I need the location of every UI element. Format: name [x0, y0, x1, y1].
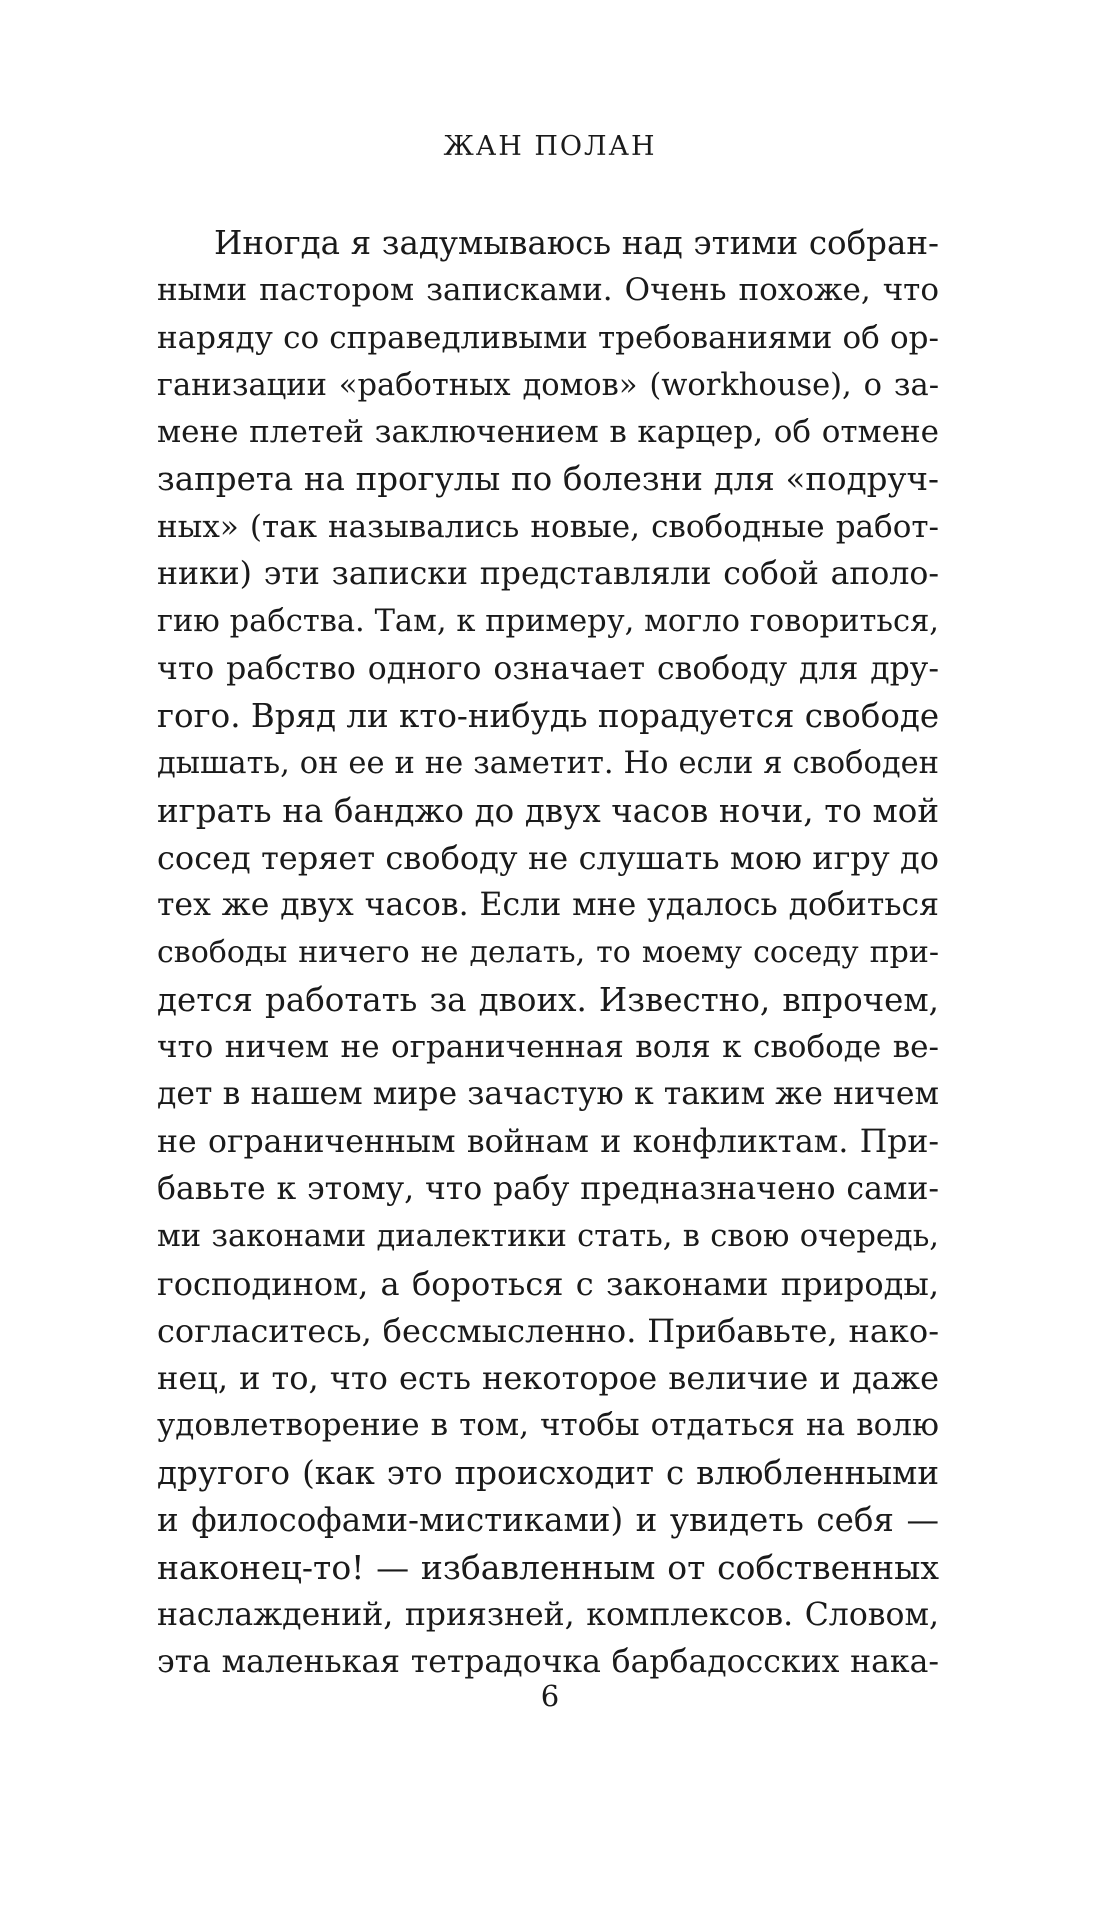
text-line: гого. Вряд ли кто-нибудь порадуется свободе	[157, 696, 940, 735]
text-line: запрета на прогулы по болезни для «подруч-	[157, 460, 939, 499]
page-number: 6	[540, 1679, 560, 1713]
text-line: ганизации «работных домов» (workhouse), о за-	[157, 367, 939, 403]
text-line: бавьте к этому, что рабу предназначено сами-	[157, 1170, 939, 1207]
text-line: сосед теряет свободу не слушать мою игру до	[157, 838, 939, 877]
text-line: и философами-мистиками) и увидеть себя —	[157, 1501, 939, 1540]
body-text	[157, 220, 939, 1686]
text-line: мене плетей заключением в карцер, об отмене	[157, 414, 939, 451]
text-line: дышать, он ее и не заметит. Но если я свободен	[157, 746, 939, 782]
text-line: другого (как это происходит с влюбленными	[157, 1453, 939, 1492]
text-line: ных» (так назывались новые, свободные работ-	[157, 508, 939, 545]
text-line: эта маленькая тетрадочка барбадосских нака-	[157, 1643, 939, 1680]
text-line: ными пастором записками. Очень похоже, что	[157, 272, 939, 309]
text-line: согласитесь, бессмысленно. Прибавьте, нако-	[157, 1311, 939, 1350]
text-line: наконец-то! — избавленным от собственных	[157, 1548, 939, 1588]
text-line: тех же двух часов. Если мне удалось добиться	[157, 887, 939, 924]
text-line: ники) эти записки представляли собой аполо-	[157, 556, 939, 593]
text-line: ми законами диалектики стать, в свою очередь,	[157, 1219, 939, 1255]
text-line: Иногда я задумываюсь над этими собран-	[214, 224, 939, 262]
text-line: что рабство одного означает свободу для дру-	[157, 650, 939, 687]
text-line: не ограниченным войнам и конфликтам. При-	[157, 1123, 939, 1160]
text-line: нец, и то, что есть некоторое величие и даже	[157, 1359, 939, 1398]
text-line: наряду со справедливыми требованиями об ор-	[157, 319, 939, 356]
text-line: играть на банджо до двух часов ночи, то мой	[157, 791, 939, 830]
text-line: свободы ничего не делать, то моему соседу при-	[157, 935, 939, 971]
text-line: дется работать за двоих. Известно, впрочем,	[157, 980, 939, 1019]
text-line: что ничем не ограниченная воля к свободе ве-	[157, 1029, 939, 1066]
running-head: ЖАН ПОЛАН	[443, 131, 657, 162]
text-line: гию рабства. Там, к примеру, могло говориться,	[157, 604, 939, 640]
text-line: удовлетворение в том, чтобы отдаться на волю	[157, 1407, 939, 1444]
text-line: господином, а бороться с законами природы,	[157, 1264, 939, 1303]
text-line: наслаждений, приязней, комплексов. Словом,	[157, 1596, 939, 1633]
text-line: дет в нашем мире зачастую к таким же ничем	[157, 1076, 939, 1113]
